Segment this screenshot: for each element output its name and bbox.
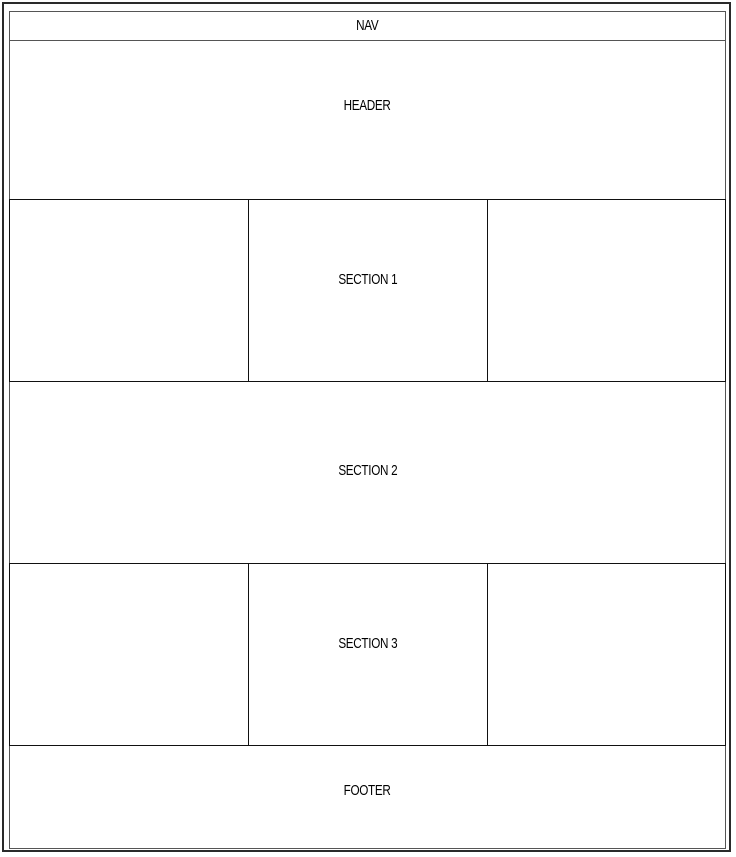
section1-center-cell	[248, 199, 488, 382]
nav-region	[9, 11, 726, 41]
section3-label: SECTION 3	[338, 635, 398, 652]
footer-label: FOOTER	[344, 782, 391, 799]
section3-right-cell	[487, 563, 726, 746]
section2-label: SECTION 2	[338, 462, 397, 479]
footer-region	[9, 746, 726, 849]
section1-left-cell	[9, 199, 249, 382]
section1-label: SECTION 1	[338, 271, 398, 288]
nav-label: NAV	[356, 17, 379, 34]
header-label: HEADER	[344, 96, 391, 114]
section3-left-cell	[9, 563, 249, 746]
section3-center-cell	[248, 563, 488, 746]
section2-region	[9, 381, 726, 564]
section1-right-cell	[487, 199, 726, 382]
header-region	[9, 40, 726, 200]
